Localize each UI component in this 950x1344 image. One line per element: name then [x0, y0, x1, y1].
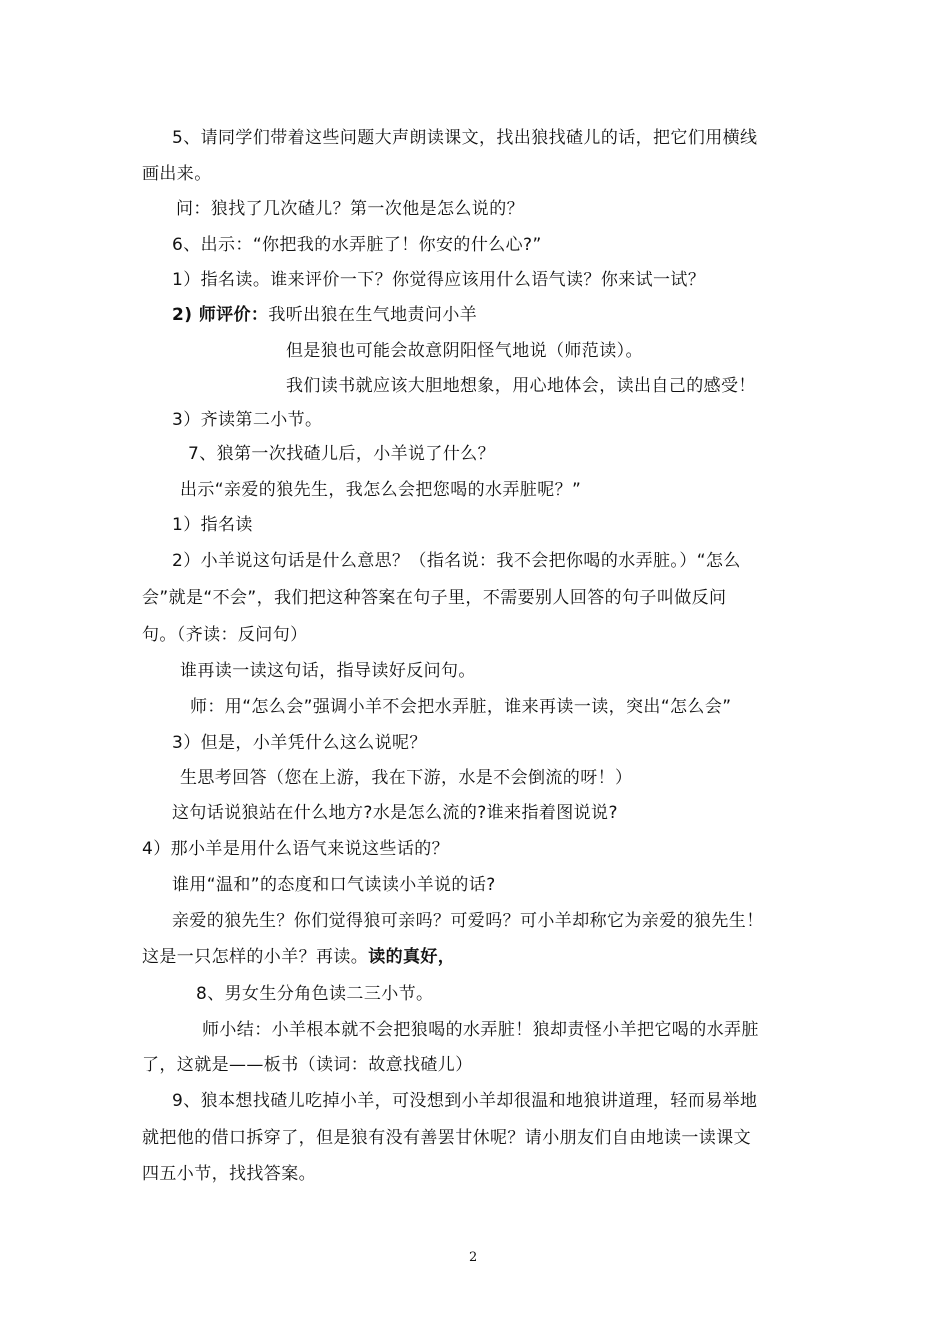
line-text: 我听出狼在生气地责问小羊 [268, 305, 478, 325]
paragraph-line [142, 946, 455, 968]
paragraph-line: 9、狼本想找碴儿吃掉小羊，可没想到小羊却很温和地狼讲道理，轻而易举地 [172, 1091, 758, 1111]
bold-label: 2) 师评价： [172, 305, 269, 325]
paragraph-line: 句。（齐读：反问句） [142, 625, 308, 645]
paragraph-line: 会”就是“不会”，我们把这种答案在句子里，不需要别人回答的句子叫做反问 [142, 588, 727, 608]
paragraph-line: 了，这就是——板书（读词：故意找碴儿） [142, 1055, 473, 1075]
paragraph-line: 但是狼也可能会故意阴阳怪气地说（师范读）。 [286, 341, 643, 361]
paragraph-line: 我们读书就应该大胆地想象，用心地体会，读出自己的感受！ [286, 376, 756, 396]
paragraph-line: 8、男女生分角色读二三小节。 [196, 984, 434, 1004]
paragraph-line: 4）那小羊是用什么语气来说这些话的？ [142, 839, 450, 859]
bold-emphasis: 读的真好， [368, 947, 456, 967]
paragraph-line: 出示“亲爱的狼先生，我怎么会把您喝的水弄脏呢？” [180, 480, 582, 500]
page-number: 2 [469, 1250, 478, 1265]
paragraph-line: 3）但是，小羊凭什么这么说呢？ [172, 733, 427, 753]
paragraph-line [172, 304, 477, 326]
paragraph-line: 画出来。 [142, 164, 212, 184]
paragraph-line: 谁用“温和”的态度和口气读读小羊说的话? [172, 875, 496, 895]
paragraph-line: 四五小节，找找答案。 [142, 1164, 316, 1184]
paragraph-line: 5、请同学们带着这些问题大声朗读课文，找出狼找碴儿的话，把它们用横线 [172, 128, 758, 148]
paragraph-line: 问：狼找了几次碴儿？第一次他是怎么说的？ [176, 199, 524, 219]
paragraph-line: 师小结：小羊根本就不会把狼喝的水弄脏！狼却责怪小羊把它喝的水弄脏 [202, 1020, 759, 1040]
paragraph-line: 师：用“怎么会”强调小羊不会把水弄脏，谁来再读一读，突出“怎么会” [190, 697, 732, 717]
paragraph-line: 生思考回答（您在上游，我在下游，水是不会倒流的呀！） [180, 768, 633, 788]
paragraph-line: 亲爱的狼先生？你们觉得狼可亲吗？可爱吗？可小羊却称它为亲爱的狼先生！ [172, 911, 764, 931]
line-text: 这是一只怎样的小羊？再读。 [142, 947, 369, 967]
paragraph-line: 1）指名读 [172, 515, 253, 535]
paragraph-line: 1）指名读。谁来评价一下？你觉得应该用什么语气读？你来试一试？ [172, 270, 706, 290]
paragraph-line: 就把他的借口拆穿了，但是狼有没有善罢甘休呢？请小朋友们自由地读一读课文 [142, 1128, 751, 1148]
paragraph-line: 3）齐读第二小节。 [172, 410, 323, 430]
paragraph-line: 7、狼第一次找碴儿后，小羊说了什么？ [188, 444, 496, 464]
paragraph-line: 这句话说狼站在什么地方?水是怎么流的?谁来指着图说说? [172, 803, 618, 823]
paragraph-line: 6、出示：“你把我的水弄脏了！你安的什么心?” [172, 235, 542, 255]
paragraph-line: 谁再读一读这句话，指导读好反问句。 [180, 661, 476, 681]
paragraph-line: 2）小羊说这句话是什么意思？（指名说：我不会把你喝的水弄脏。）“怎么 [172, 551, 741, 571]
